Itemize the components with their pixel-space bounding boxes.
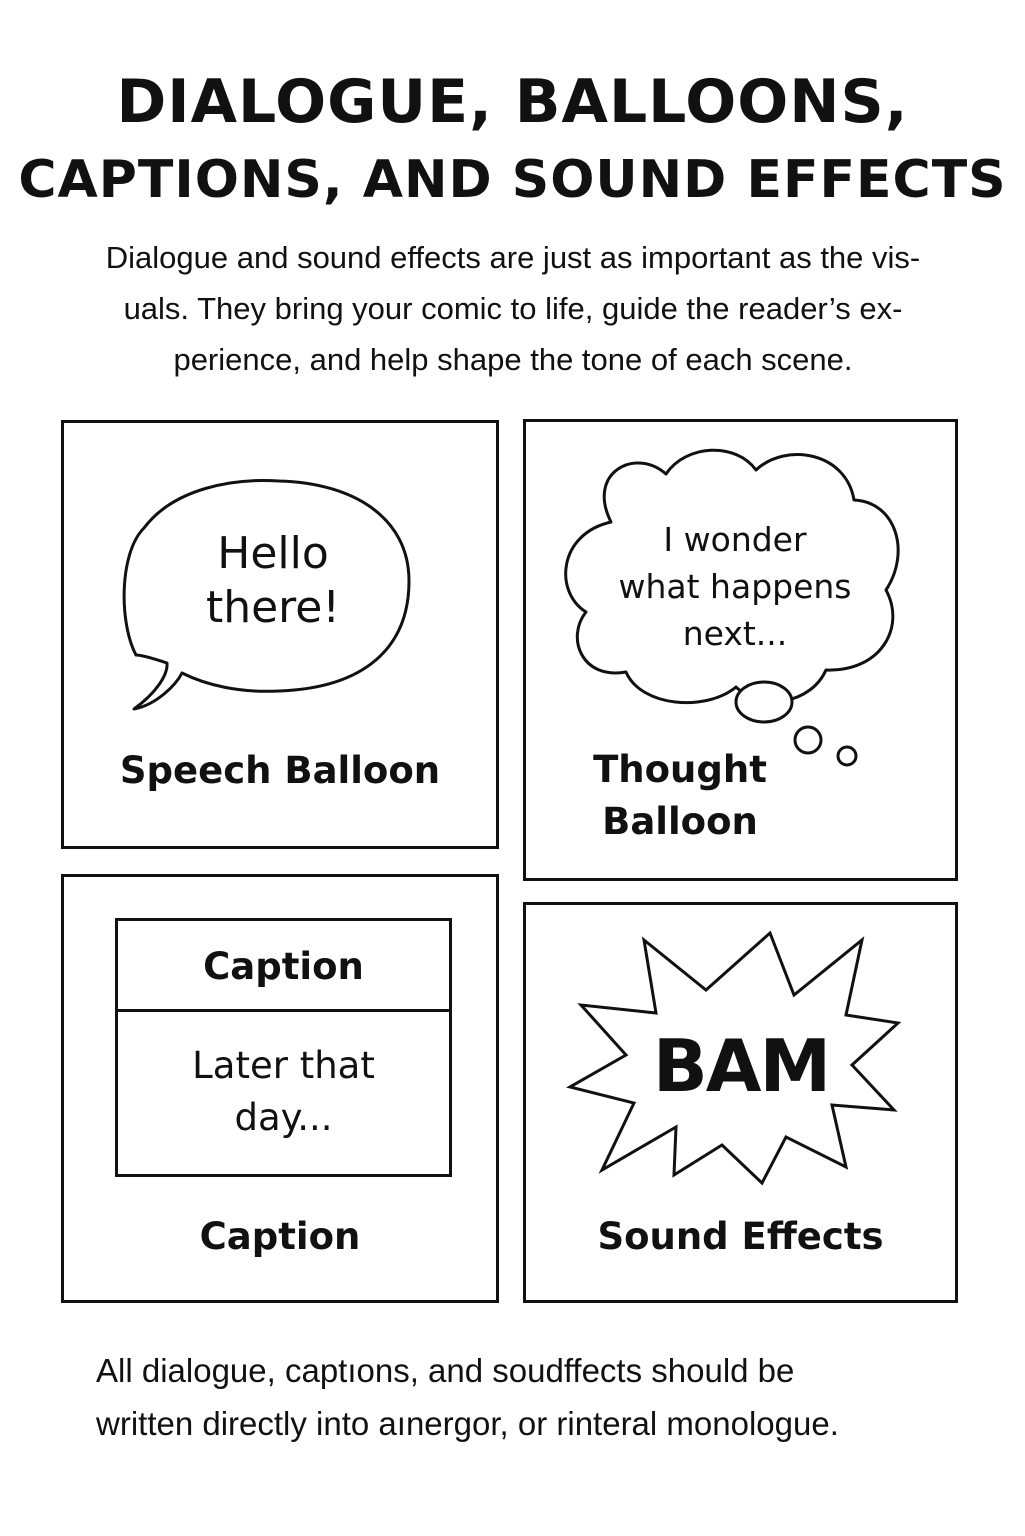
thought-balloon-label-line-2: Balloon (602, 800, 758, 843)
thought-bubble-large-icon (736, 682, 792, 722)
caption-box-line-2: day... (234, 1096, 333, 1139)
intro-paragraph (62, 232, 964, 385)
caption-box (115, 918, 452, 1177)
caption-panel (61, 874, 499, 1303)
thought-balloon-line-1: I wonder (663, 520, 807, 559)
thought-balloon-line-3: next... (682, 614, 788, 653)
page-title-line-1: DIALOGUE, BALLOONS, (116, 67, 909, 137)
footer-line-1: All dialogue, captıons, and soudffects should be (96, 1352, 795, 1389)
thought-balloon-label (570, 744, 790, 848)
speech-balloon-line-1: Hello (217, 528, 329, 579)
thought-bubble-medium-icon (795, 727, 821, 753)
speech-balloon-label: Speech Balloon (119, 749, 441, 792)
footer-paragraph (96, 1344, 986, 1450)
thought-balloon-panel (523, 419, 958, 881)
page-title-line-2: CAPTIONS, AND SOUND EFFECTS (18, 150, 1007, 210)
intro-line-2: uals. They bring your comic to life, guide the reader’s ex- (123, 291, 903, 326)
intro-line-3: perience, and help shape the tone of each scene. (173, 342, 853, 377)
sound-effects-label: Sound Effects (597, 1215, 884, 1258)
thought-balloon-text (590, 516, 880, 657)
footer-line-2: written directly into aınergor, or rinteral monologue. (96, 1405, 839, 1442)
sound-effects-panel (523, 902, 958, 1303)
speech-balloon-line-2: there! (205, 582, 341, 633)
caption-box-line-1: Later that (192, 1044, 375, 1087)
sound-effect-text: BAM (652, 1024, 830, 1108)
thought-balloon-line-2: what happens (618, 567, 852, 606)
caption-box-header: Caption (118, 921, 449, 1012)
intro-line-1: Dialogue and sound effects are just as important as the vis- (105, 240, 921, 275)
speech-balloon-panel (61, 420, 499, 849)
caption-label: Caption (199, 1215, 361, 1258)
thought-bubble-small-icon (838, 747, 856, 765)
thought-balloon-label-line-1: Thought (593, 748, 767, 791)
caption-box-body (118, 1012, 449, 1144)
speech-balloon-text (160, 527, 386, 635)
